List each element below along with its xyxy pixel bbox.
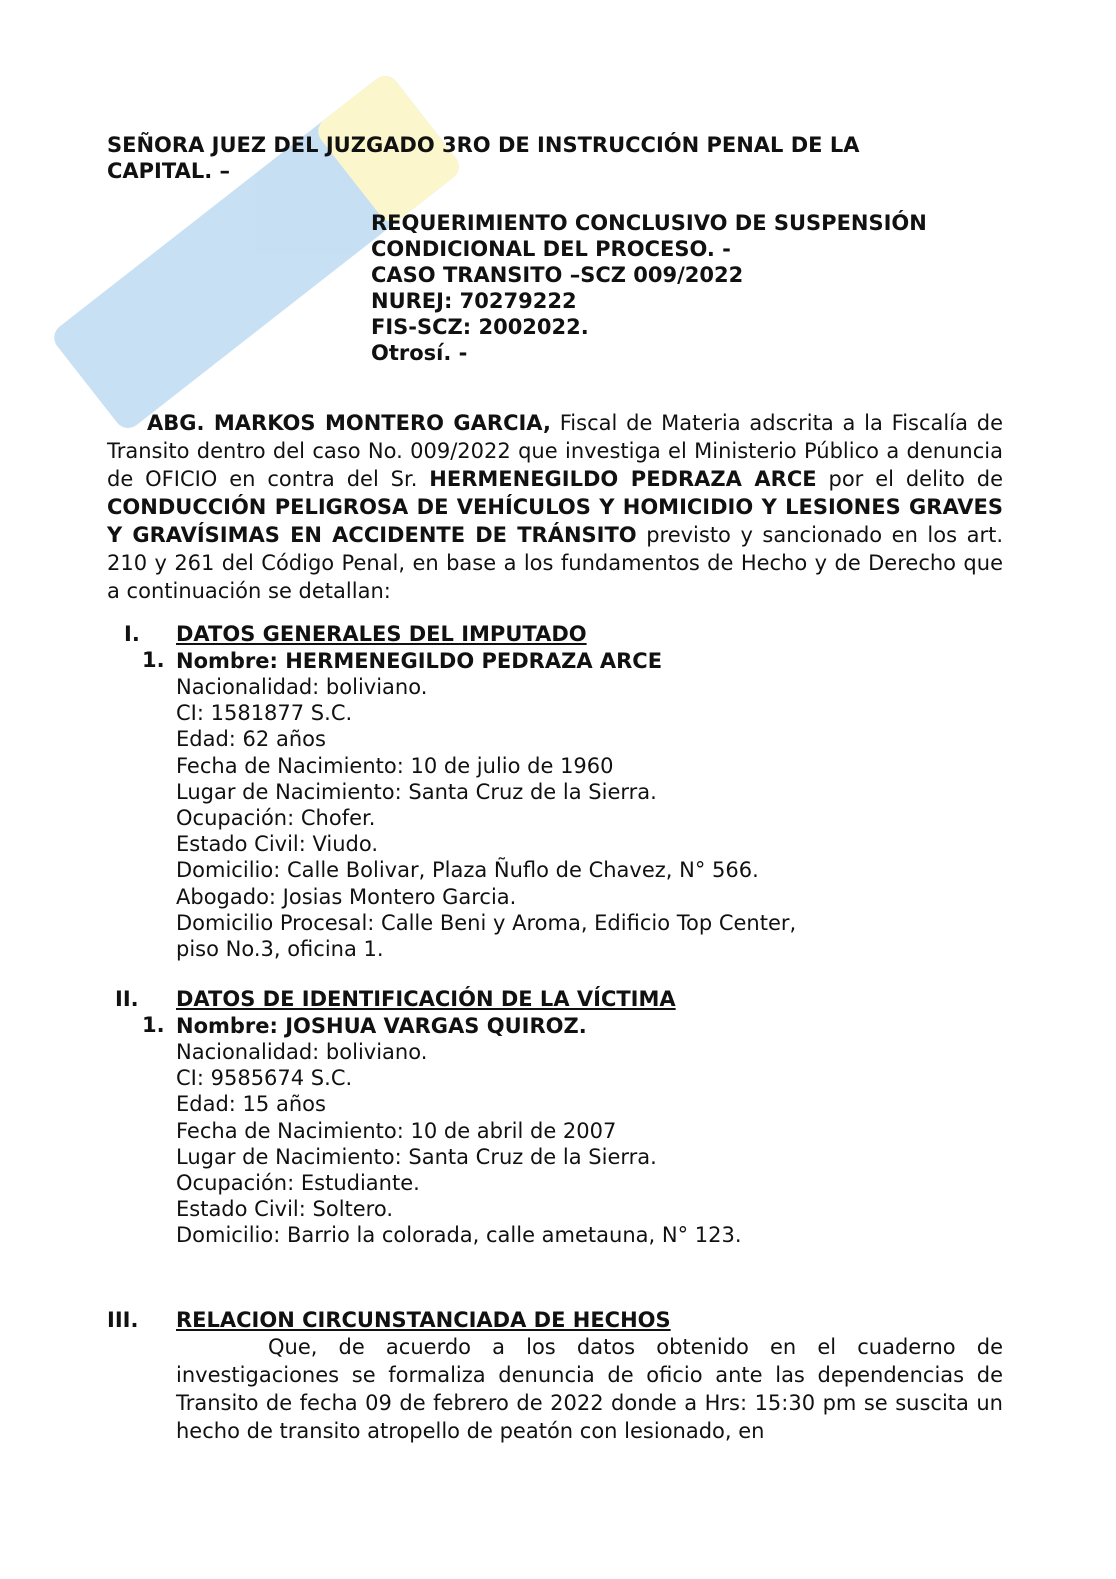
field-line: Nacionalidad: boliviano.: [176, 675, 428, 699]
facts-text: Que, de acuerdo a los datos obtenido en el cuaderno de investigaciones se formaliza denuncia de oficio ante las dependencias de Transito de fecha 09 de febrero de 2022 donde a Hrs: 15:30 pm se suscita un hecho de transito atropello de peatón con lesionado, en: [176, 1335, 1003, 1443]
prosecutor-name: ABG. MARKOS MONTERO GARCIA,: [147, 411, 551, 435]
section-numeral: II.: [115, 987, 139, 1011]
section-numeral: III.: [107, 1308, 139, 1332]
field-line: Ocupación: Chofer.: [176, 806, 376, 831]
field-line: Edad: 62 años: [176, 727, 326, 752]
field-line: CI: 9585674 S.C.: [176, 1066, 353, 1091]
field-line: Fecha de Nacimiento: 10 de abril de 2007: [176, 1118, 617, 1143]
intro-text: por el delito de: [816, 467, 1003, 491]
reference-line: FIS-SCZ: 2002022.: [371, 315, 589, 339]
reference-line: CONDICIONAL DEL PROCESO. -: [371, 237, 731, 261]
item-number: 1.: [142, 1013, 165, 1037]
reference-line: REQUERIMIENTO CONCLUSIVO DE SUSPENSIÓN: [371, 211, 927, 235]
intro-text: Fiscal de Materia adscrita a la Fiscalía de Transito dentro del caso No. 009/2022 que investiga el Ministerio Público a denuncia de OFICIO en contra del Sr.: [107, 411, 1003, 491]
crime-description: CONDUCCIÓN PELIGROSA DE VEHÍCULOS Y HOMICIDIO Y LESIONES GRAVES Y GRAVÍSIMAS EN ACCIDENTE DE TRÁNSITO: [107, 495, 1003, 547]
item-number: 1.: [142, 648, 165, 672]
field-line: Domicilio: Calle Bolivar, Plaza Ñuflo de Chavez, N° 566.: [176, 858, 759, 883]
field-line: CI: 1581877 S.C.: [176, 701, 353, 726]
reference-line: Otrosí. -: [371, 341, 468, 365]
field-line: Nacionalidad: boliviano.: [176, 1040, 428, 1064]
reference-block: [371, 210, 927, 366]
reference-line: NUREJ: 70279222: [371, 289, 577, 313]
addressee-line-1: SEÑORA JUEZ DEL JUZGADO 3RO DE INSTRUCCIÓN PENAL DE LA: [107, 133, 860, 157]
section-title: DATOS DE IDENTIFICACIÓN DE LA VÍCTIMA: [176, 987, 676, 1011]
accused-name: HERMENEGILDO PEDRAZA ARCE: [429, 467, 817, 491]
field-line: Lugar de Nacimiento: Santa Cruz de la Sierra.: [176, 1144, 657, 1169]
field-line: Fecha de Nacimiento: 10 de julio de 1960: [176, 753, 614, 778]
section-numeral: I.: [124, 622, 140, 646]
section-title: DATOS GENERALES DEL IMPUTADO: [176, 622, 587, 646]
victim-name-line: Nombre: JOSHUA VARGAS QUIROZ.: [176, 1014, 587, 1038]
field-line: Lugar de Nacimiento: Santa Cruz de la Sierra.: [176, 779, 657, 804]
field-line: Estado Civil: Soltero.: [176, 1197, 394, 1222]
field-line: Ocupación: Estudiante.: [176, 1171, 420, 1196]
field-line: Abogado: Josias Montero Garcia.: [176, 884, 517, 909]
intro-paragraph: [107, 409, 1003, 605]
section-title: RELACION CIRCUNSTANCIADA DE HECHOS: [176, 1308, 671, 1332]
addressee-line-2: CAPITAL. –: [107, 159, 230, 183]
accused-name-line: Nombre: HERMENEGILDO PEDRAZA ARCE: [176, 649, 663, 673]
field-line: Estado Civil: Viudo.: [176, 832, 379, 857]
field-line: piso No.3, oficina 1.: [176, 937, 384, 962]
intro-text: previsto y sancionado en los art. 210 y 261 del Código Penal, en base a los fundamentos de Hecho y de Derecho que a continuación se detallan:: [107, 523, 1004, 603]
reference-line: CASO TRANSITO –SCZ 009/2022: [371, 263, 744, 287]
facts-paragraph: [176, 1333, 1003, 1445]
field-line: Domicilio: Barrio la colorada, calle ametauna, N° 123.: [176, 1223, 742, 1248]
accused-fields: [176, 674, 796, 962]
field-line: Edad: 15 años: [176, 1092, 326, 1117]
field-line: Domicilio Procesal: Calle Beni y Aroma, Edificio Top Center,: [176, 910, 797, 935]
victim-fields: [176, 1039, 742, 1249]
